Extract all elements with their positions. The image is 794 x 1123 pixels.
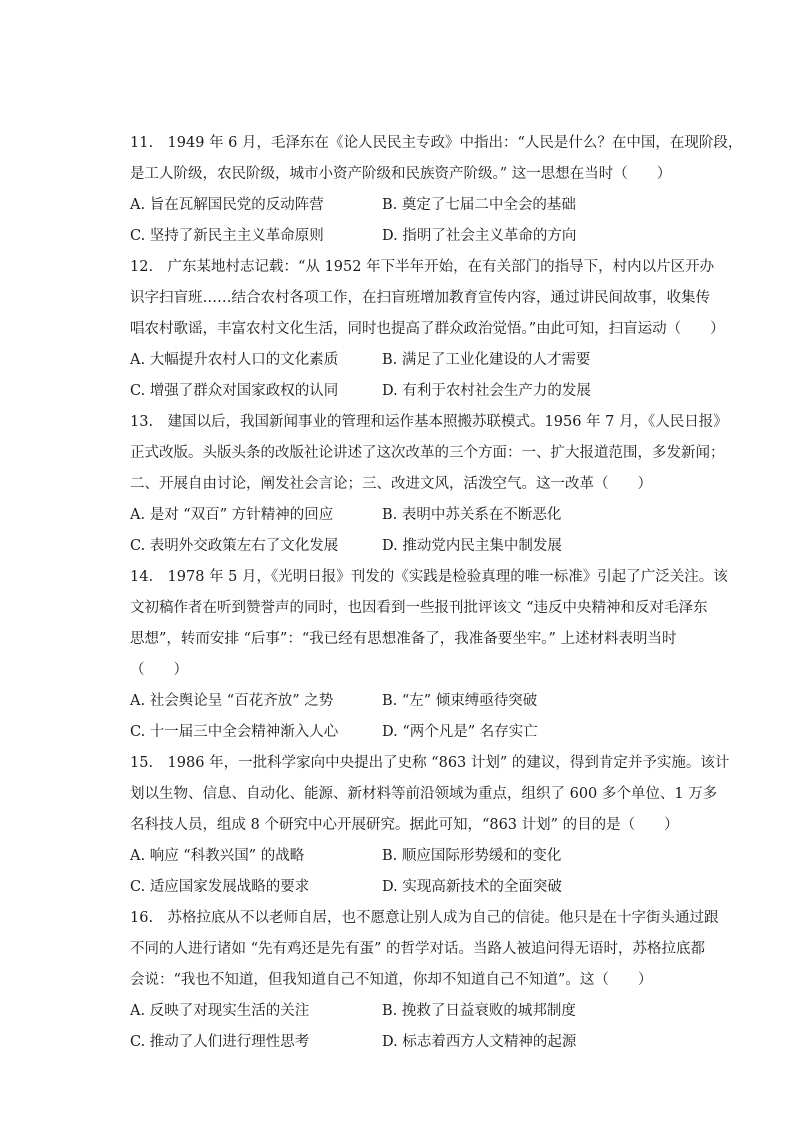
option-a[interactable]: A. 大幅提升农村人口的文化素质 bbox=[130, 352, 339, 368]
question-13 bbox=[130, 407, 728, 562]
option-row bbox=[130, 872, 690, 903]
option-b[interactable]: B. 表明中苏关系在不断恶化 bbox=[382, 507, 562, 523]
option-c[interactable]: C. 坚持了新民主主义革命原则 bbox=[130, 228, 324, 244]
option-row bbox=[130, 841, 690, 872]
option-row bbox=[130, 717, 690, 748]
option-c[interactable]: C. 十一届三中全会精神渐入人心 bbox=[130, 724, 339, 740]
option-c[interactable]: C. 增强了群众对国家政权的认同 bbox=[130, 383, 339, 399]
option-row bbox=[130, 221, 690, 252]
option-c[interactable]: C. 推动了人们进行理性思考 bbox=[130, 1034, 310, 1050]
option-row bbox=[130, 686, 690, 717]
option-d[interactable]: D. “两个凡是” 名存实亡 bbox=[382, 724, 538, 740]
question-text-line: 13. 建国以后，我国新闻事业的管理和运作基本照搬苏联模式。1956 年 7 月，《人民日报》 bbox=[130, 414, 728, 430]
question-text-line: 二、开展自由讨论，阐发社会言论；三、改进文风，活泼空气。这一改革（ ） bbox=[130, 476, 652, 492]
option-b[interactable]: B. 顺应国际形势缓和的变化 bbox=[382, 848, 562, 864]
question-16 bbox=[130, 903, 719, 1058]
question-text-line: 15. 1986 年，一批科学家向中央提出了史称 “863 计划” 的建议，得到肯定并予实施。该计 bbox=[130, 755, 730, 771]
question-text-line: 11. 1949 年 6 月，毛泽东在《论人民民主专政》中指出：“人民是什么？在中国，在现阶段， bbox=[130, 135, 743, 151]
option-row bbox=[130, 996, 690, 1027]
question-text-line: 识字扫盲班……结合农村各项工作，在扫盲班增加教育宣传内容，通过讲民间故事，收集传 bbox=[130, 290, 710, 306]
question-text-line: 思想”，转而安排 “后事”：“我已经有思想准备了，我准备要坐牢。” 上述材料表明当时 bbox=[130, 631, 677, 647]
option-row bbox=[130, 345, 690, 376]
question-text-line: 文初稿作者在听到赞誉声的同时，也因看到一些报刊批评该文 “违反中央精神和反对毛泽东 bbox=[130, 600, 708, 616]
option-b[interactable]: B. 奠定了七届二中全会的基础 bbox=[382, 197, 576, 213]
option-row bbox=[130, 531, 690, 562]
option-a[interactable]: A. 旨在瓦解国民党的反动阵营 bbox=[130, 197, 324, 213]
option-a[interactable]: A. 反映了对现实生活的关注 bbox=[130, 1003, 310, 1019]
question-list bbox=[130, 128, 743, 1058]
option-b[interactable]: B. 挽救了日益衰败的城邦制度 bbox=[382, 1003, 576, 1019]
option-a[interactable]: A. 是对 “双百” 方针精神的回应 bbox=[130, 507, 334, 523]
option-d[interactable]: D. 标志着西方人文精神的起源 bbox=[382, 1034, 577, 1050]
option-a[interactable]: A. 响应 “科教兴国” 的战略 bbox=[130, 848, 305, 864]
option-b[interactable]: B. “左” 倾束缚亟待突破 bbox=[382, 693, 538, 709]
question-text-line: （ ） bbox=[130, 662, 188, 678]
question-text-line: 名科技人员，组成 8 个研究中心开展研究。据此可知，“863 计划” 的目的是（ ） bbox=[130, 817, 679, 833]
option-d[interactable]: D. 有利于农村社会生产力的发展 bbox=[382, 383, 591, 399]
option-row bbox=[130, 376, 690, 407]
question-text-line: 12. 广东某地村志记载：“从 1952 年下半年开始，在有关部门的指导下，村内以片区开办 bbox=[130, 259, 715, 275]
question-text-line: 划以生物、信息、自动化、能源、新材料等前沿领域为重点，组织了 600 多个单位、1 万多 bbox=[130, 786, 718, 802]
option-c[interactable]: C. 表明外交政策左右了文化发展 bbox=[130, 538, 339, 554]
option-d[interactable]: D. 推动党内民主集中制发展 bbox=[382, 538, 562, 554]
question-12 bbox=[130, 252, 725, 407]
question-11 bbox=[130, 128, 743, 252]
question-text-line: 14. 1978 年 5 月，《光明日报》刊发的《实践是检验真理的唯一标准》引起了广泛关注。该 bbox=[130, 569, 728, 585]
option-d[interactable]: D. 实现高新技术的全面突破 bbox=[382, 879, 562, 895]
option-row bbox=[130, 190, 690, 221]
option-a[interactable]: A. 社会舆论呈 “百花齐放” 之势 bbox=[130, 693, 334, 709]
option-b[interactable]: B. 满足了工业化建设的人才需要 bbox=[382, 352, 591, 368]
option-d[interactable]: D. 指明了社会主义革命的方向 bbox=[382, 228, 577, 244]
question-text-line: 是工人阶级，农民阶级，城市小资产阶级和民族资产阶级。” 这一思想在当时（ ） bbox=[130, 166, 672, 182]
question-15 bbox=[130, 748, 730, 903]
question-text-line: 16. 苏格拉底从不以老师自居，也不愿意让别人成为自己的信徒。他只是在十字街头通过跟 bbox=[130, 910, 719, 926]
question-text-line: 会说：“我也不知道，但我知道自己不知道，你却不知道自己不知道”。这（ ） bbox=[130, 972, 653, 988]
question-text-line: 唱农村歌谣，丰富农村文化生活，同时也提高了群众政治觉悟。”由此可知，扫盲运动（ ） bbox=[130, 321, 725, 337]
option-row bbox=[130, 1027, 690, 1058]
option-c[interactable]: C. 适应国家发展战略的要求 bbox=[130, 879, 310, 895]
question-text-line: 正式改版。头版头条的改版社论讲述了这次改革的三个方面：一、扩大报道范围，多发新闻； bbox=[130, 445, 725, 461]
question-text-line: 不同的人进行诸如 “先有鸡还是先有蛋” 的哲学对话。当路人被追问得无语时，苏格拉底都 bbox=[130, 941, 706, 957]
option-row bbox=[130, 500, 690, 531]
question-14 bbox=[130, 562, 728, 748]
